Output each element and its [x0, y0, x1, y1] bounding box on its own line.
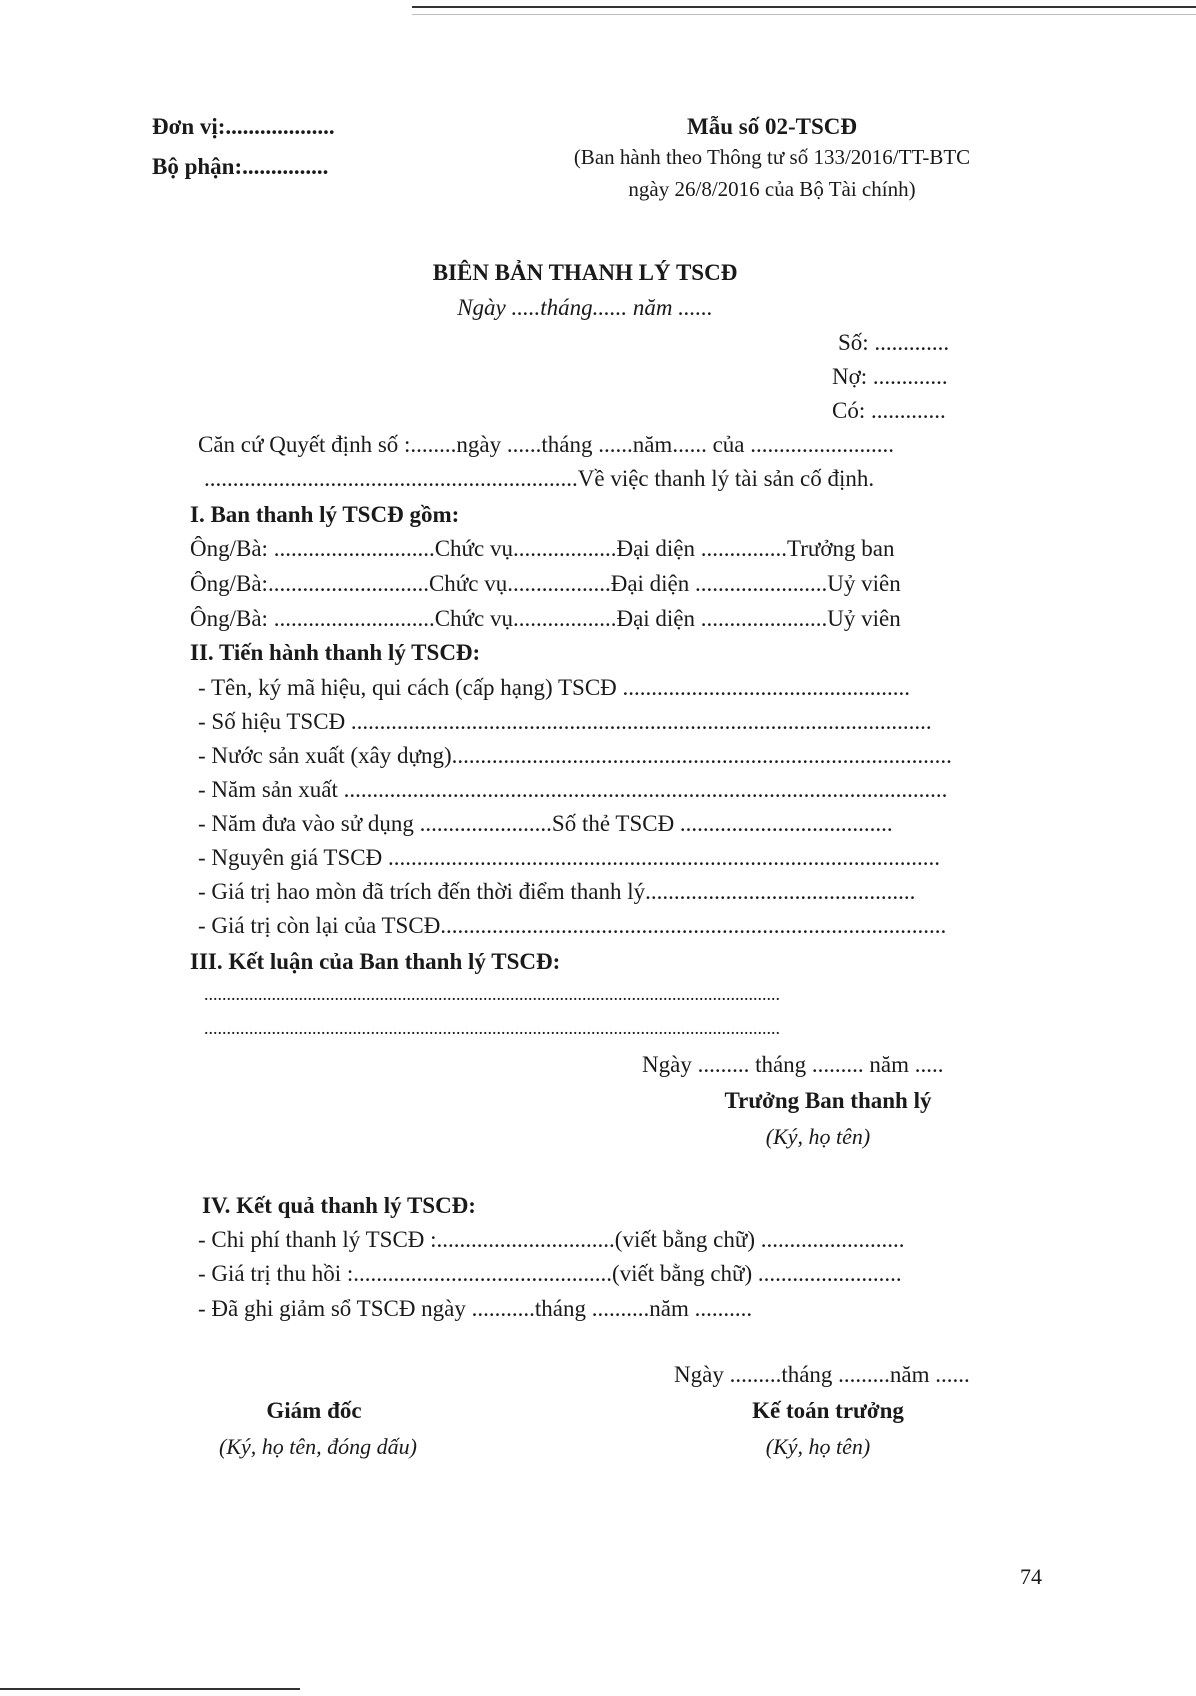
member-row: Ông/Bà: ............................Chức vụ..................Đại diện ...............Trưởng ban: [190, 536, 895, 561]
issuance-note: (Ban hành theo Thông tư số 133/2016/TT-BTC: [573, 145, 971, 169]
chief-accountant-title: Kế toán trưởng: [752, 1398, 904, 1423]
asset-field-in-use: - Năm đưa vào sử dụng .......................Số thẻ TSCĐ .....................................: [198, 811, 893, 836]
conclusion-dotline: ................................................................................................................................: [204, 1018, 780, 1038]
member-row: Ông/Bà:............................Chức vụ..................Đại diện .......................Uỷ viên: [190, 571, 901, 596]
director-title: Giám đốc: [266, 1398, 362, 1423]
conclusion-date: Ngày ......... tháng ......... năm .....: [642, 1052, 944, 1077]
asset-field-name: - Tên, ký mã hiệu, qui cách (cấp hạng) TSCĐ ..................................................: [198, 675, 911, 700]
asset-field-original-cost: - Nguyên giá TSCĐ ................................................................................................: [198, 845, 940, 870]
issuance-date: ngày 26/8/2016 của Bộ Tài chính): [628, 177, 916, 201]
member-row: Ông/Bà: ............................Chức vụ..................Đại diện ......................Uỷ viên: [190, 606, 901, 631]
document-date: Ngày .....tháng...... năm ......: [457, 295, 713, 320]
head-of-board-note: (Ký, họ tên): [765, 1124, 871, 1149]
bottom-rule: [0, 1688, 300, 1690]
top-rule: [412, 6, 1196, 8]
signature-date: Ngày .........tháng .........năm ......: [674, 1362, 970, 1387]
ref-co: Có: .............: [832, 398, 946, 423]
section-4-heading: IV. Kết quả thanh lý TSCĐ:: [202, 1193, 476, 1218]
director-note: (Ký, họ tên, đóng dấu): [219, 1434, 417, 1459]
asset-field-residual: - Giá trị còn lại của TSCĐ........................................................................................: [198, 913, 947, 938]
section-3-heading: III. Kết luận của Ban thanh lý TSCĐ:: [190, 949, 561, 974]
result-ledger: - Đã ghi giảm sổ TSCĐ ngày ...........tháng ..........năm ..........: [198, 1296, 753, 1321]
result-recovery: - Giá trị thu hồi :.............................................(viết bằng chữ) .........................: [198, 1261, 902, 1286]
page-number: 74: [1020, 1564, 1042, 1589]
conclusion-dotline: ................................................................................................................................: [204, 984, 780, 1004]
bo-phan-label: Bộ phận:...............: [152, 154, 329, 179]
result-cost: - Chi phí thanh lý TSCĐ :...............................(viết bằng chữ) .........................: [198, 1227, 905, 1252]
ref-so: Số: .............: [838, 330, 950, 355]
don-vi-label: Đơn vị:...................: [152, 114, 335, 139]
basis-line-2: .................................................................Về việc thanh lý tài sản cố định.: [204, 466, 875, 491]
asset-field-year: - Năm sản xuất .........................................................................................................: [198, 777, 948, 802]
top-rule-faint: [412, 14, 1196, 15]
basis-line-1: Căn cứ Quyết định số :........ngày ......tháng ......năm...... của .........................: [198, 432, 894, 457]
section-2-heading: II. Tiến hành thanh lý TSCĐ:: [190, 640, 481, 665]
section-1-heading: I. Ban thanh lý TSCĐ gồm:: [190, 502, 460, 527]
ref-no: Nợ: .............: [832, 364, 948, 389]
asset-field-number: - Số hiệu TSCĐ .....................................................................................................: [198, 709, 932, 734]
asset-field-country: - Nước sản xuất (xây dựng).......................................................................................: [198, 743, 952, 768]
form-number: Mẫu số 02-TSCĐ: [687, 114, 857, 139]
document-title: BIÊN BẢN THANH LÝ TSCĐ: [432, 260, 738, 285]
chief-accountant-note: (Ký, họ tên): [765, 1434, 871, 1459]
asset-field-depreciation: - Giá trị hao mòn đã trích đến thời điểm thanh lý...............................................: [198, 879, 916, 904]
head-of-board-title: Trưởng Ban thanh lý: [724, 1088, 932, 1113]
